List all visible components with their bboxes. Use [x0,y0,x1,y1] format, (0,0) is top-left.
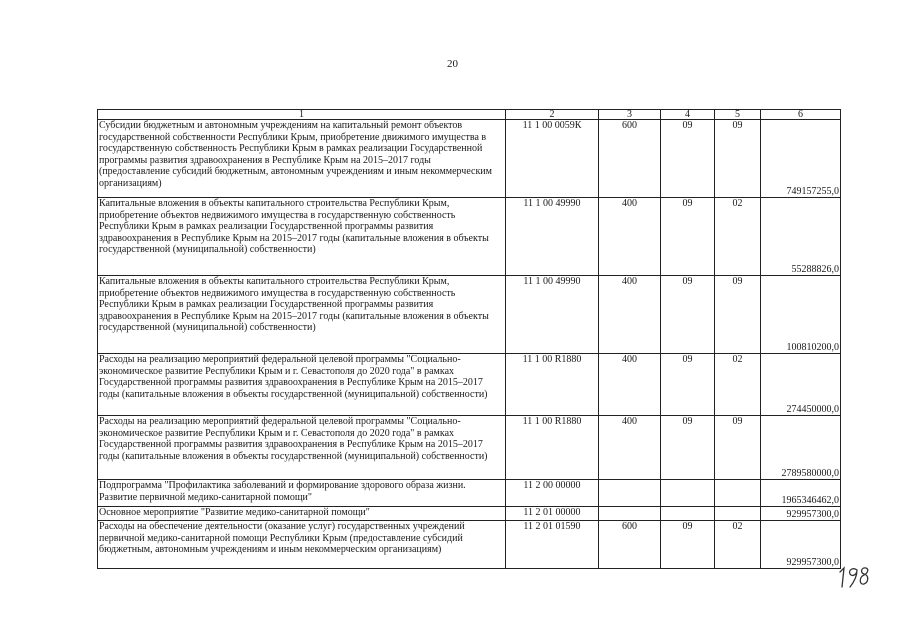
row-type [599,480,661,507]
header-col-5: 5 [715,110,761,120]
row-subsection: 09 [715,416,761,480]
row-code: 11 2 01 01590 [506,521,599,569]
row-type [599,507,661,521]
table-row [98,480,841,507]
row-code: 11 2 00 00000 [506,480,599,507]
row-section: 09 [661,354,715,416]
row-subsection: 09 [715,276,761,354]
row-code: 11 1 00 49990 [506,276,599,354]
row-name: Расходы на реализацию мероприятий федеральной целевой программы "Социально-экономическое развитие Республики Крым и г. Севастополя до 2020 года" в рамках Государственной программы развития здравоохранения в Республике Крым на 2015–2017 годы (капитальные вложения в объекты государственной (муниципальной) собственности) [98,416,506,480]
row-type: 400 [599,354,661,416]
header-col-1: 1 [98,110,506,120]
row-section: 09 [661,276,715,354]
header-col-3: 3 [599,110,661,120]
budget-table [97,109,841,569]
row-type: 400 [599,276,661,354]
row-code: 11 1 00 R1880 [506,416,599,480]
row-code: 11 1 00 0059К [506,120,599,198]
page-number: 20 [447,58,458,70]
header-row [98,110,841,120]
table-row [98,416,841,480]
row-name: Капитальные вложения в объекты капитального строительства Республики Крым, приобретение объектов недвижимого имущества в государственную собственность Республики Крым в рамках реализации Государственной программы развития здравоохранения в Республике Крым на 2015–2017 годы (капитальные вложения в объекты государственной (муниципальной) собственности) [98,276,506,354]
row-code: 11 1 00 R1880 [506,354,599,416]
table-row [98,198,841,276]
table-row [98,521,841,569]
row-subsection: 09 [715,120,761,198]
header-col-2: 2 [506,110,599,120]
row-amount: 100810200,0 [761,276,841,354]
row-type: 600 [599,521,661,569]
table-row [98,120,841,198]
row-amount: 55288826,0 [761,198,841,276]
row-amount: 1965346462,0 [761,480,841,507]
row-section: 09 [661,521,715,569]
row-subsection: 02 [715,521,761,569]
handwritten-page-note [838,560,872,590]
row-subsection: 02 [715,198,761,276]
row-amount: 929957300,0 [761,507,841,521]
row-name: Основное мероприятие "Развитие медико-санитарной помощи" [98,507,506,521]
row-type: 600 [599,120,661,198]
row-name: Расходы на реализацию мероприятий федеральной целевой программы "Социально-экономическое развитие Республики Крым и г. Севастополя до 2020 года" в рамках Государственной программы развития здравоохранения в Республике Крым на 2015–2017 годы (капитальные вложения в объекты государственной (муниципальной) собственности) [98,354,506,416]
row-name: Капитальные вложения в объекты капитального строительства Республики Крым, приобретение объектов недвижимого имущества в государственную собственность Республики Крым в рамках реализации Государственной программы развития здравоохранения в Республике Крым на 2015–2017 годы (капитальные вложения в объекты государственной (муниципальной) собственности) [98,198,506,276]
row-amount: 2789580000,0 [761,416,841,480]
header-col-4: 4 [661,110,715,120]
row-subsection: 02 [715,354,761,416]
row-amount: 929957300,0 [761,521,841,569]
table-row [98,276,841,354]
header-col-6: 6 [761,110,841,120]
row-code: 11 2 01 00000 [506,507,599,521]
row-name: Подпрограмма "Профилактика заболеваний и формирование здорового образа жизни. Развитие первичной медико-санитарной помощи" [98,480,506,507]
row-section: 09 [661,416,715,480]
row-type: 400 [599,416,661,480]
row-section: 09 [661,198,715,276]
table-row [98,507,841,521]
row-type: 400 [599,198,661,276]
table-row [98,354,841,416]
row-amount: 274450000,0 [761,354,841,416]
row-name: Расходы на обеспечение деятельности (оказание услуг) государственных учреждений первичной медико-санитарной помощи Республики Крым (предоставление субсидий бюджетным, автономным учреждениям и иным некоммерческим организациям) [98,521,506,569]
row-subsection [715,480,761,507]
row-section: 09 [661,120,715,198]
row-section [661,480,715,507]
row-subsection [715,507,761,521]
row-code: 11 1 00 49990 [506,198,599,276]
row-amount: 749157255,0 [761,120,841,198]
row-name: Субсидии бюджетным и автономным учреждениям на капитальный ремонт объектов государственной собственности Республики Крым, приобретение движимого имущества в государственную собственность Республики Крым в рамках реализации Государственной программы развития здравоохранения в Республике Крым на 2015–2017 годы (предоставление субсидий бюджетным, автономным учреждениям и иным некоммерческим организациям) [98,120,506,198]
row-section [661,507,715,521]
